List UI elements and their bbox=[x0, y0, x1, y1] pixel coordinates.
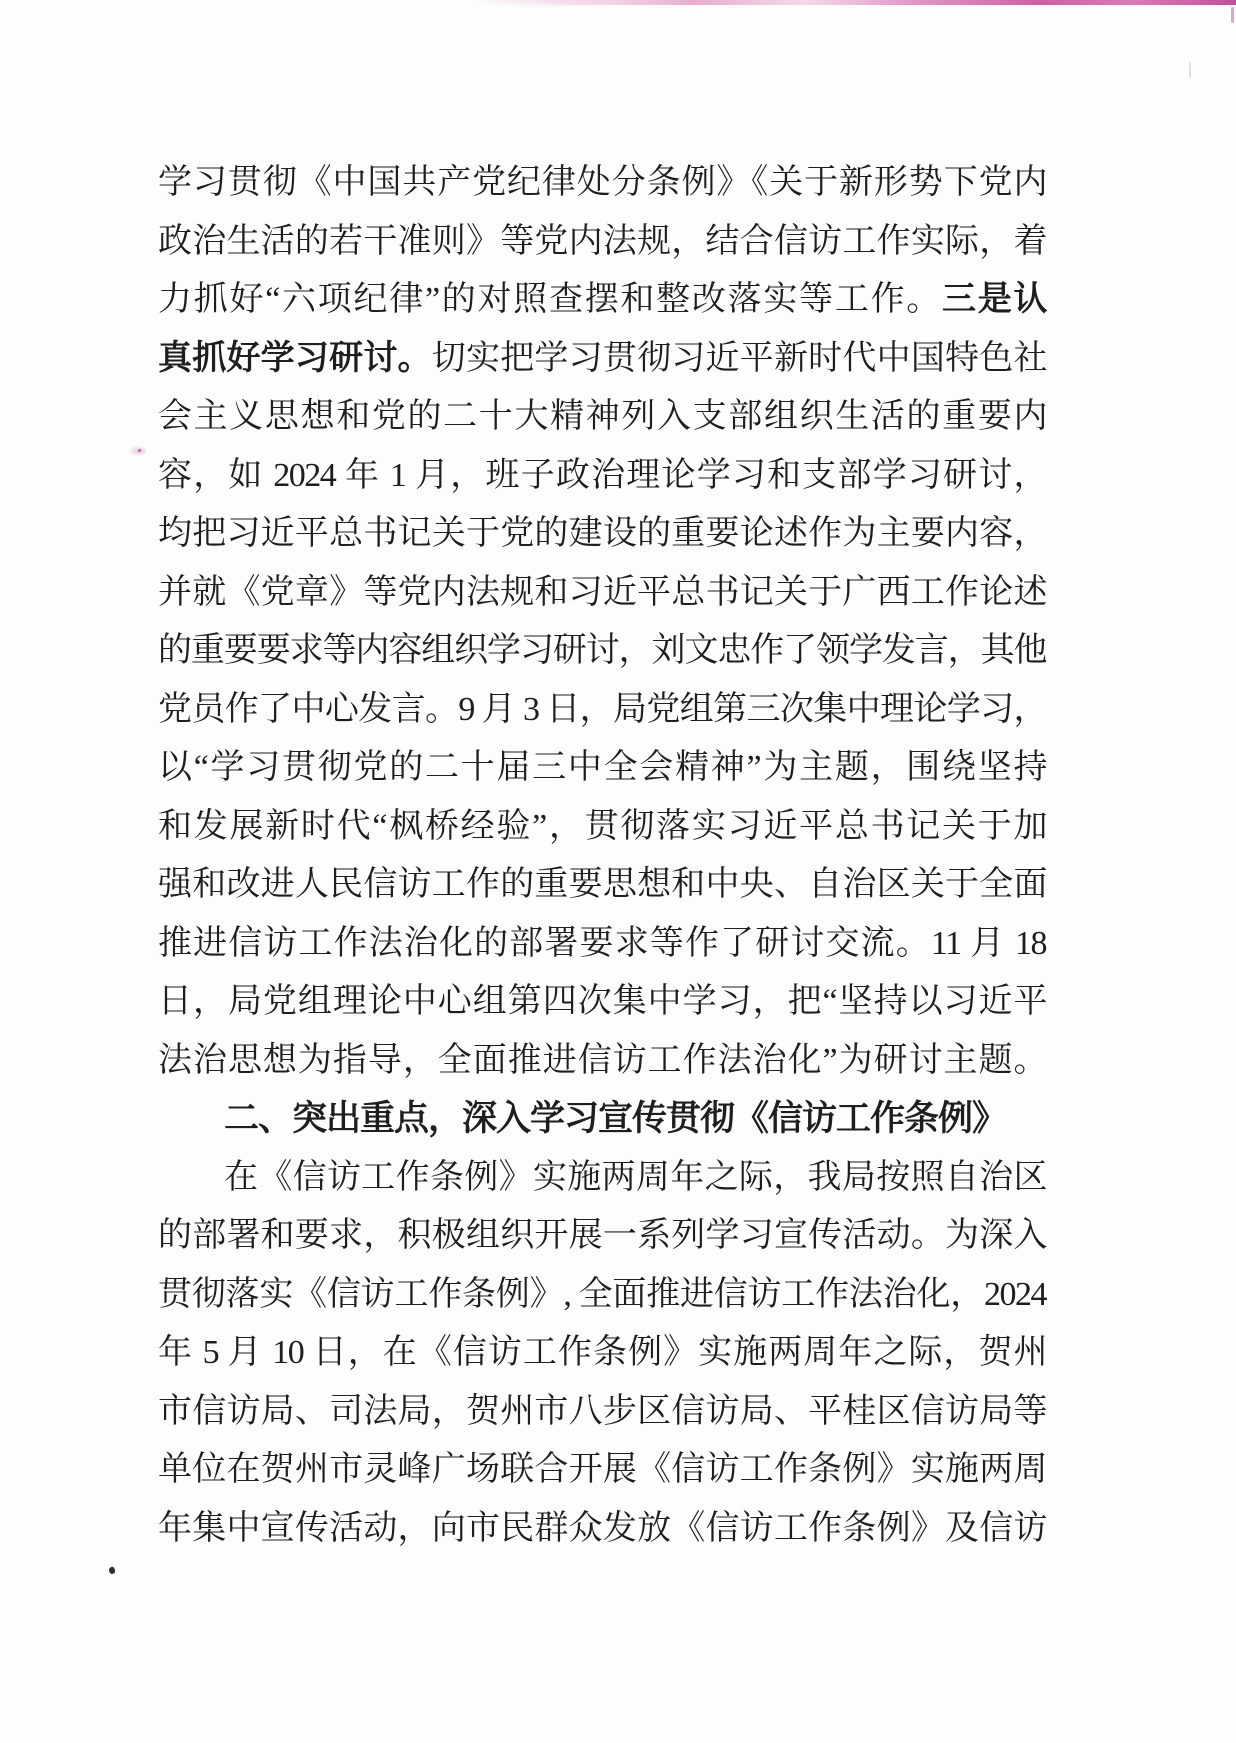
text-line-19 bbox=[158, 1207, 1046, 1266]
text-run: 切实把学习贯彻习近平新时代中国特色社 bbox=[431, 339, 1047, 377]
text-run: 年 5 月 10 日，在《信访工作条例》实施两周年之际，贺州 bbox=[158, 1334, 1046, 1371]
text-line-23 bbox=[158, 1441, 1046, 1500]
text-line-16 bbox=[158, 1032, 1046, 1091]
text-run: 日，局党组理论中心组第四次集中学习，把“坚持以习近平 bbox=[158, 983, 1046, 1020]
text-line-10 bbox=[158, 681, 1046, 740]
text-run: 均把习近平总书记关于党的建设的重要论述作为主要内容， bbox=[158, 515, 1046, 552]
text-run: 推进信访工作法治化的部署要求等作了研讨交流。11 月 18 bbox=[158, 924, 1046, 962]
text-run: 以“学习贯彻党的二十届三中全会精神”为主题，围绕坚持 bbox=[158, 749, 1046, 786]
text-line-14 bbox=[158, 915, 1046, 974]
text-line-7 bbox=[158, 505, 1046, 564]
text-run: 强和改进人民信访工作的重要思想和中央、自治区关于全面 bbox=[158, 866, 1046, 903]
scan-gray-tick-artifact bbox=[1189, 62, 1191, 78]
text-run: 贯彻落实《信访工作条例》, 全面推进信访工作法治化，2024 bbox=[158, 1275, 1046, 1313]
text-run: 并就《党章》等党内法规和习近平总书记关于广西工作论述 bbox=[158, 573, 1046, 611]
text-run: 的重要要求等内容组织学习研讨，刘文忠作了领学发言，其他 bbox=[158, 632, 1046, 669]
text-line-18 bbox=[158, 1149, 1046, 1208]
text-run: 会主义思想和党的二十大精神列入支部组织生活的重要内 bbox=[158, 398, 1046, 435]
text-block bbox=[158, 154, 1046, 1558]
text-run: 党员作了中心发言。9 月 3 日，局党组第三次集中理论学习， bbox=[158, 690, 1046, 728]
text-line-20 bbox=[158, 1266, 1046, 1325]
text-run: 和发展新时代“枫桥经验”，贯彻落实习近平总书记关于加 bbox=[158, 807, 1046, 845]
section-heading bbox=[158, 1090, 1046, 1149]
bold-text-run: 三是认 bbox=[942, 281, 1046, 318]
text-run: 法治思想为指导，全面推进信访工作法治化”为研讨主题。 bbox=[158, 1041, 1046, 1079]
text-line-3 bbox=[158, 271, 1046, 330]
text-run: 力抓好“六项纪律”的对照查摆和整改落实等工作。 bbox=[158, 281, 943, 318]
scan-pink-speck-artifact bbox=[129, 446, 146, 456]
text-line-5 bbox=[158, 388, 1046, 447]
text-run: 学习贯彻《中国共产党纪律处分条例》《关于新形势下党内 bbox=[158, 164, 1046, 201]
text-line-9 bbox=[158, 622, 1046, 681]
text-run: 市信访局、司法局，贺州市八步区信访局、平桂区信访局等 bbox=[158, 1392, 1046, 1430]
bold-text-run: 真抓好学习研讨。 bbox=[158, 339, 432, 377]
text-line-11 bbox=[158, 739, 1046, 798]
text-line-21 bbox=[158, 1324, 1046, 1383]
text-line-1 bbox=[158, 154, 1046, 213]
text-line-2 bbox=[158, 213, 1046, 272]
text-line-12 bbox=[158, 798, 1046, 857]
text-run: 在《信访工作条例》实施两周年之际，我局按照自治区 bbox=[224, 1158, 1046, 1196]
text-run: 单位在贺州市灵峰广场联合开展《信访工作条例》实施两周 bbox=[158, 1451, 1046, 1488]
text-run: 的部署和要求，积极组织开展一系列学习宣传活动。为深入 bbox=[158, 1217, 1046, 1254]
scan-pink-band-artifact bbox=[540, 0, 1236, 5]
text-line-13 bbox=[158, 856, 1046, 915]
text-run: 年集中宣传活动，向市民群众发放《信访工作条例》及信访 bbox=[158, 1509, 1046, 1547]
text-line-4 bbox=[158, 330, 1046, 389]
text-line-8 bbox=[158, 564, 1046, 623]
bold-text-run: 二、突出重点，深入学习宣传贯彻《信访工作条例》 bbox=[224, 1099, 1007, 1138]
text-line-24 bbox=[158, 1500, 1046, 1559]
text-line-22 bbox=[158, 1383, 1046, 1442]
text-line-6 bbox=[158, 447, 1046, 506]
text-line-15 bbox=[158, 973, 1046, 1032]
text-run: 容，如 2024 年 1 月，班子政治理论学习和支部学习研讨， bbox=[158, 456, 1046, 494]
text-run: 政治生活的若干准则》等党内法规，结合信访工作实际，着 bbox=[158, 222, 1046, 260]
ink-speck-artifact bbox=[108, 1566, 116, 1575]
scan-edge-tick-artifact bbox=[1231, 7, 1234, 23]
